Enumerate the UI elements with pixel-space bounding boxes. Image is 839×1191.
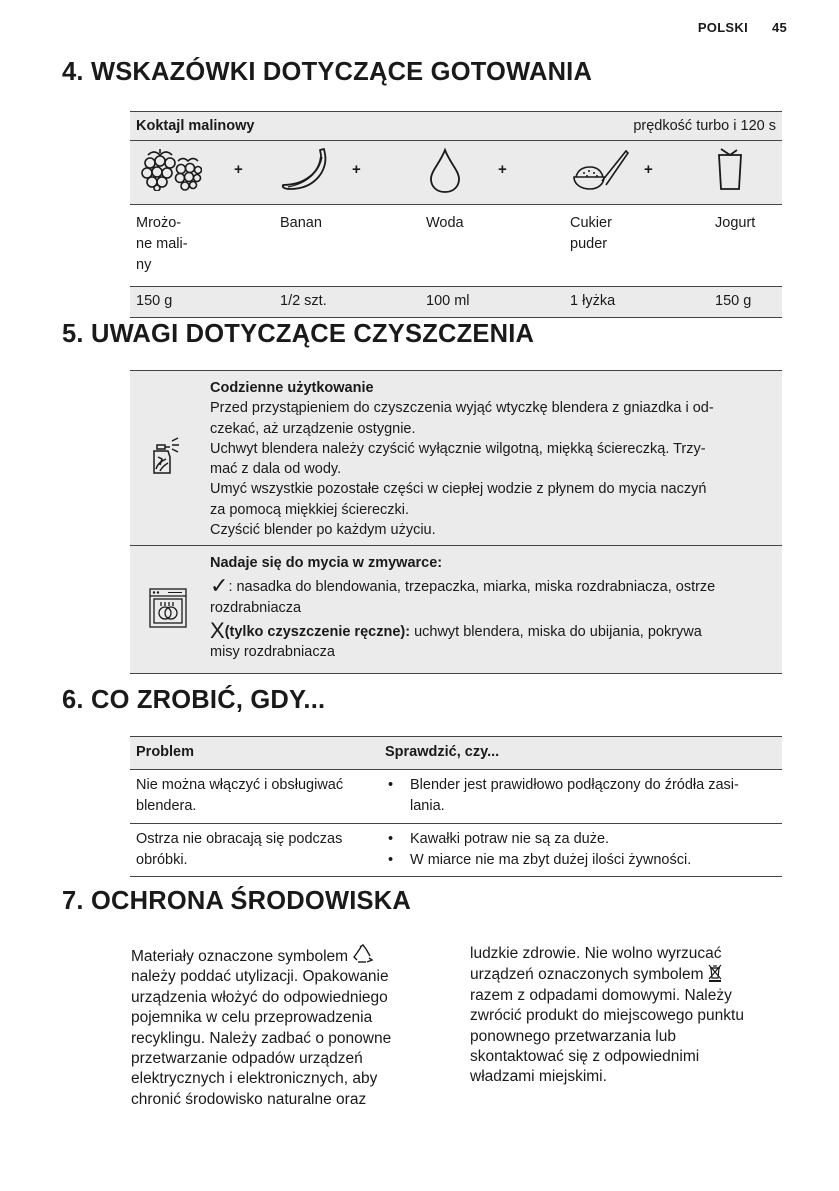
plus-sign: + (352, 161, 361, 178)
language-label: POLSKI (697, 20, 749, 35)
ingredient-quantities-row (130, 287, 782, 318)
cleaning-hand-icon (148, 435, 184, 477)
daily-use-row (130, 370, 782, 545)
col-problem-header: Problem (136, 744, 195, 760)
cross-mark-icon: X (210, 617, 225, 643)
dishwasher-text: Nadaje się do mycia w zmywarce: ✓: nasadka do blendowania, trzepaczka, miarka, miska rozdrabniacza, ostrze rozdrabniacza X(tylko czyszczenie ręczne): uchwyt blendera, miska do ubijania, pokrywa misy rozdrabniacza (210, 555, 716, 661)
list-item: • Kawałki potraw nie są za duże. (388, 831, 610, 847)
col-check-header: Sprawdzić, czy... (385, 744, 500, 760)
recipe-name: Koktajl malinowy (136, 118, 255, 134)
ingredient-icons-row (130, 141, 782, 205)
page-number: 45 (771, 20, 787, 35)
ingredient-name-raspberries: Mrożo- ne mali- ny (136, 215, 188, 273)
qty-sugar: 1 łyżka (570, 293, 616, 309)
plus-sign: + (644, 161, 653, 178)
recipe-table (130, 111, 782, 318)
qty-yogurt: 150 g (715, 293, 752, 309)
recycling-icon (352, 944, 374, 964)
cleaning-table (130, 370, 782, 674)
problem-cell: Ostrza nie obracają się podczas obróbki. (136, 831, 343, 868)
ingredient-name-banana: Banan (280, 215, 322, 231)
troubleshooting-table (130, 736, 782, 877)
banana-icon (280, 147, 330, 193)
ingredient-name-yogurt: Jogurt (715, 215, 756, 231)
check-cell (385, 775, 783, 816)
plus-sign: + (234, 161, 243, 178)
plus-sign: + (498, 161, 507, 178)
recipe-speed: prędkość turbo i 120 s (633, 118, 776, 134)
sugar-spoon-icon (570, 147, 630, 193)
water-drop-icon (428, 147, 462, 195)
ingredient-name-sugar: Cukier puder (570, 215, 612, 252)
environment-text-left: Materiały oznaczone symbolem należy poddać utylizacji. Opakowanie urządzenia włożyć do odpowiedniego pojemnika w celu przeprowadzenia recyklingu. Należy zadbać o ponowne przetwarzanie odpadów urządzeń elektrycznych i elektronicznych, aby chronić środowisko naturalne oraz (131, 944, 431, 1110)
yogurt-cup-icon (715, 147, 745, 193)
daily-use-heading: Codzienne użytkowanie (210, 380, 374, 396)
raspberries-icon (138, 147, 202, 191)
qty-banana: 1/2 szt. (280, 293, 327, 309)
daily-use-text: Codzienne użytkowanie Przed przystąpieniem do czyszczenia wyjąć wtyczkę blendera z gniazdka i od- czekać, aż urządzenie ostygnie. Uchwyt blendera należy czyścić wyłącznie wilgotną, miękką ściereczką. Trzy- mać z dala od wody. Umyć wszystkie pozostałe części w ciepłej wodzie z płynem do mycia naczyń za pomocą miękkiej ściereczki. Czyścić blender po każdym użyciu. (210, 380, 714, 539)
ingredient-names-row (130, 205, 782, 287)
table-row (130, 770, 782, 824)
section-4-title: 4. WSKAZÓWKI DOTYCZĄCE GOTOWANIA (62, 58, 593, 86)
problem-cell: Nie można włączyć i obsługiwać blendera. (136, 777, 344, 814)
ingredient-name-water: Woda (426, 215, 464, 231)
dishwasher-heading: Nadaje się do mycia w zmywarce: (210, 555, 443, 571)
crossed-bin-icon (708, 964, 722, 982)
check-cell (385, 829, 783, 870)
dishwasher-row (130, 545, 782, 674)
recipe-header-row (130, 111, 782, 141)
list-item: • Blender jest prawidłowo podłączony do źródła zasi- lania. (388, 777, 739, 814)
section-5-title: 5. UWAGI DOTYCZĄCE CZYSZCZENIA (62, 320, 535, 348)
list-item: • W miarce nie ma zbyt dużej ilości żywności. (388, 851, 692, 868)
troubleshooting-header-row (130, 736, 782, 770)
section-7-title: 7. OCHRONA ŚRODOWISKA (62, 887, 411, 915)
section-6-title: 6. CO ZROBIĆ, GDY... (62, 686, 326, 714)
dishwasher-icon (148, 587, 188, 629)
environment-text-right: ludzkie zdrowie. Nie wolno wyrzucać urządzeń oznaczonych symbolem razem z odpadami domowymi. Należy zwrócić produkt do miejscowego punktu ponownego przetwarzania lub skontaktować się z odpowiednimi władzami miejskimi. (470, 945, 744, 1086)
table-row (130, 824, 782, 877)
qty-water: 100 ml (426, 293, 470, 309)
check-mark-icon: ✓ (210, 573, 229, 599)
qty-raspberries: 150 g (136, 293, 173, 309)
page-header (698, 20, 787, 35)
